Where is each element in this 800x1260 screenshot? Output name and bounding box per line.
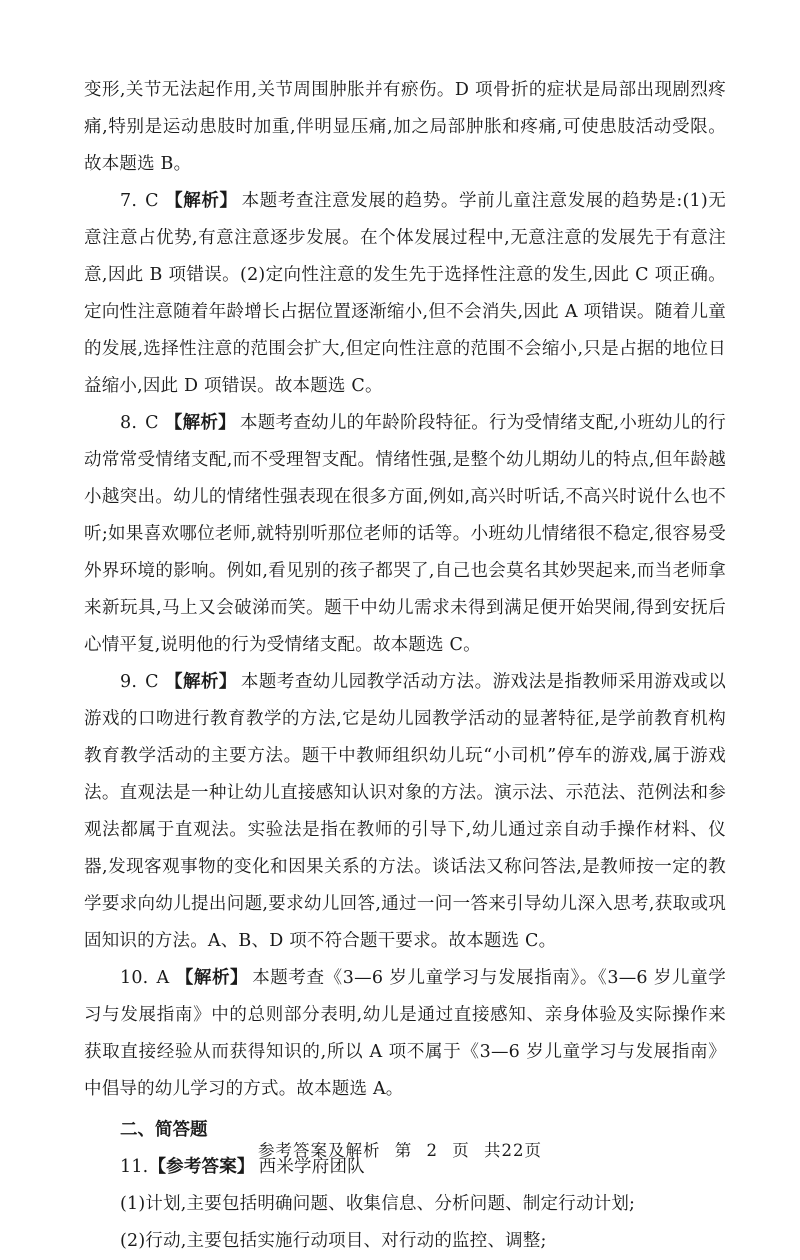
analysis-tag: 【解析】	[164, 191, 238, 211]
question-number: 7.	[120, 191, 138, 211]
footer-page-prefix: 第	[394, 1141, 413, 1160]
analysis-text: 本题考查《3—6 岁儿童学习与发展指南》。《3—6 岁儿童学习与发展指南》中的总则部分表明,幼儿是通过直接感知、亲身体验及实际操作来获取直接经验从而获得知识的,所以 A 项不属于《3—6 岁儿童学习与发展指南》中倡导的幼儿学习的方式。故本题选 A。	[84, 968, 726, 1099]
question-number: 9.	[120, 672, 138, 692]
page-footer	[0, 1137, 800, 1161]
footer-total-pages: 共22页	[484, 1141, 542, 1160]
analysis-tag: 【解析】	[164, 672, 237, 692]
answer-item-7	[84, 183, 726, 405]
answer-point: (1)计划,主要包括明确问题、收集信息、分析问题、制定行动计划;	[120, 1194, 636, 1214]
footer-label: 参考答案及解析	[258, 1141, 381, 1160]
reference-answer-tag: 【参考答案】	[148, 1157, 255, 1177]
analysis-text: 本题考查幼儿园教学活动方法。游戏法是指教师采用游戏或以游戏的口吻进行教育教学的方法,它是幼儿园教学活动的显著特征,是学前教育机构教育教学活动的主要方法。题干中教师组织幼儿玩“小司机”停车的游戏,属于游戏法。直观法是一种让幼儿直接感知认识对象的方法。演示法、示范法、范例法和参观法都属于直观法。实验法是指在教师的引导下,幼儿通过亲自动手操作材料、仪器,发现客观事物的变化和因果关系的方法。谈话法又称问答法,是教师按一定的教学要求向幼儿提出问题,要求幼儿回答,通过一问一答来引导幼儿深入思考,获取或巩固知识的方法。A、B、D 项不符合题干要求。故本题选 C。	[84, 672, 726, 951]
answer-letter: A	[156, 968, 170, 988]
question-number: 10.	[120, 968, 149, 988]
analysis-tag: 【解析】	[175, 968, 249, 988]
analysis-tag: 【解析】	[164, 413, 236, 433]
analysis-text: 本题考查注意发展的趋势。学前儿童注意发展的趋势是:(1)无意注意占优势,有意注意逐步发展。在个体发展过程中,无意注意的发展先于有意注意,因此 B 项错误。(2)定向性注意的发生先于选择性注意的发生,因此 C 项正确。定向性注意随着年龄增长占据位置逐渐缩小,但不会消失,因此 A 项错误。随着儿童的发展,选择性注意的范围会扩大,但定向性注意的范围不会缩小,只是占据的地位日益缩小,因此 D 项错误。故本题选 C。	[84, 191, 726, 396]
answer-item-10	[84, 960, 726, 1108]
section-heading: 二、简答题	[120, 1120, 208, 1140]
analysis-text: 本题考查幼儿的年龄阶段特征。行为受情绪支配,小班幼儿的行动常常受情绪支配,而不受理智支配。情绪性强,是整个幼儿期幼儿的特点,但年龄越小越突出。幼儿的情绪性强表现在很多方面,例如,高兴时听话,不高兴时说什么也不听;如果喜欢哪位老师,就特别听那位老师的话等。小班幼儿情绪很不稳定,很容易受外界环境的影响。例如,看见别的孩子都哭了,自己也会莫名其妙哭起来,而当老师拿来新玩具,马上又会破涕而笑。题干中幼儿需求未得到满足便开始哭闹,得到安抚后心情平复,说明他的行为受情绪支配。故本题选 C。	[84, 413, 726, 655]
answer-letter: C	[145, 413, 159, 433]
answer-item-9	[84, 664, 726, 960]
answer-source: 西米学府团队	[258, 1157, 365, 1177]
answer-letter: C	[145, 672, 159, 692]
answer-point: (2)行动,主要包括实施行动项目、对行动的监控、调整;	[120, 1231, 547, 1251]
footer-page-number: 2	[426, 1141, 438, 1160]
answer-item-8	[84, 405, 726, 664]
question-number: 8.	[120, 413, 138, 433]
answer-letter: C	[145, 191, 159, 211]
intro-paragraph: 变形,关节无法起作用,关节周围肿胀并有瘀伤。D 项骨折的症状是局部出现剧烈疼痛,特别是运动患肢时加重,伴明显压痛,加之局部肿胀和疼痛,可使患肢活动受限。故本题选 B。	[84, 80, 726, 174]
question-number: 11.	[120, 1157, 149, 1177]
footer-page-unit: 页	[452, 1141, 470, 1160]
